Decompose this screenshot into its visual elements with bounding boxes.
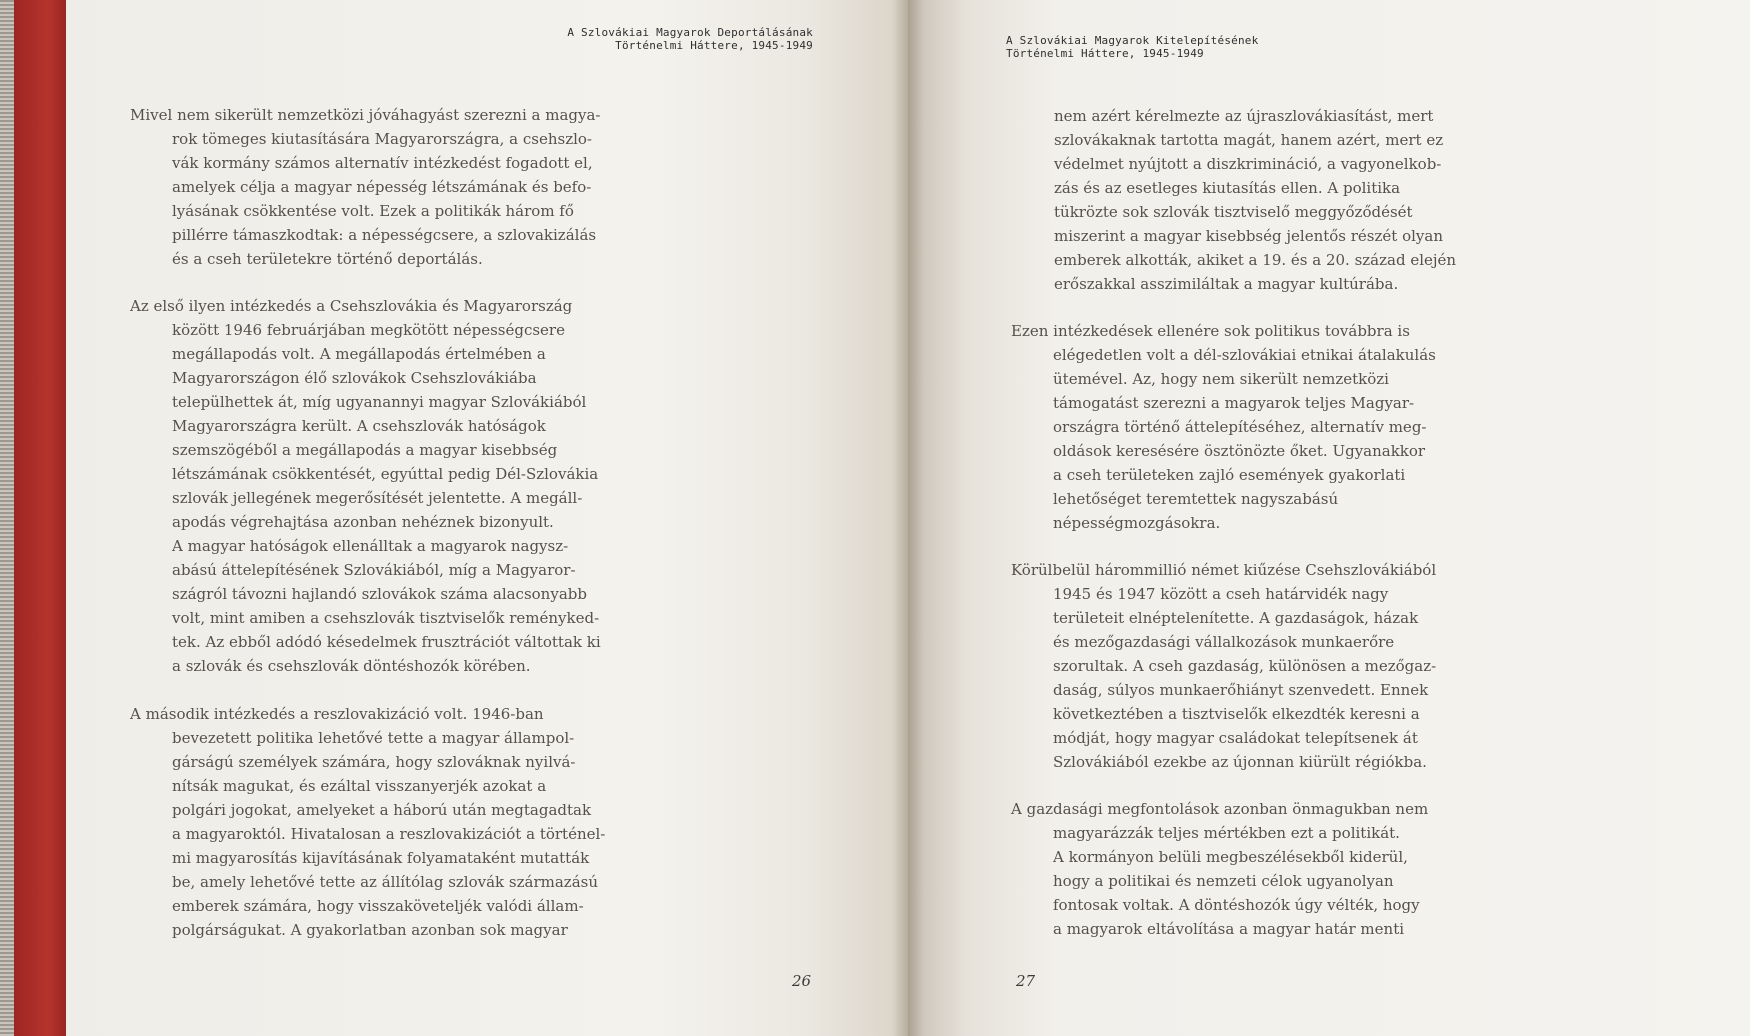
text-line: oldások keresésére ösztönözte őket. Ugyanakkor	[1053, 442, 1426, 460]
text-line: A kormányon belüli megbeszélésekből kiderül,	[1053, 848, 1408, 866]
text-line: rok tömeges kiutasítására Magyarországra, a csehszlo-	[172, 130, 592, 148]
text-line: ütemével. Az, hogy nem sikerült nemzetközi	[1053, 370, 1389, 388]
text-line: szágról távozni hajlandó szlovákok száma alacsonyabb	[172, 585, 587, 603]
text-line: Szlovákiából ezekbe az újonnan kiürült régiókba.	[1053, 753, 1427, 771]
text-line: megállapodás volt. A megállapodás értelmében a	[172, 345, 546, 363]
paragraph-continuation	[1054, 104, 1456, 296]
text-line: között 1946 februárjában megkötött népességcsere	[172, 321, 565, 339]
paragraph-2	[130, 294, 601, 678]
text-line: bevezetett politika lehetővé tette a magyar állampol-	[172, 729, 575, 747]
text-line: fontosak voltak. A döntéshozók úgy vélték, hogy	[1053, 896, 1420, 914]
text-line: települhettek át, míg ugyanannyi magyar Szlovákiából	[172, 393, 587, 411]
text-line: pillérre támaszkodtak: a népességcsere, a szlovakizálás	[172, 226, 597, 244]
text-line: támogatást szerezni a magyarok teljes Magyar-	[1053, 394, 1415, 412]
text-line: nítsák magukat, és ezáltal visszanyerjék azokat a	[172, 777, 547, 795]
text-line: szorultak. A cseh gazdaság, különösen a mezőgaz-	[1053, 657, 1437, 675]
text-line: miszerint a magyar kisebbség jelentős részét olyan	[1054, 227, 1443, 245]
text-line: létszámának csökkentését, egyúttal pedig Dél-Szlovákia	[172, 465, 599, 483]
text-line: és a cseh területekre történő deportálás.	[172, 250, 483, 268]
left-page	[66, 0, 908, 1036]
paragraph-5	[1011, 558, 1436, 774]
text-line: a cseh területeken zajló események gyakorlati	[1053, 466, 1406, 484]
text-line: apodás végrehajtása azonban nehéznek bizonyult.	[172, 513, 554, 531]
text-line: szlovák jellegének megerősítését jelentette. A megáll-	[172, 489, 583, 507]
page-number-right: 27	[1016, 972, 1036, 990]
running-header-line: A Szlovákiai Magyarok Deportálásának	[567, 26, 813, 39]
text-line: védelmet nyújtott a diszkrimináció, a vagyonelkob-	[1054, 155, 1442, 173]
running-header-line: A Szlovákiai Magyarok Kitelepítésének	[1006, 34, 1259, 47]
text-line: hogy a politikai és nemzeti célok ugyanolyan	[1053, 872, 1394, 890]
running-header-line: Történelmi Háttere, 1945-1949	[1006, 47, 1204, 60]
text-line: Ezen intézkedések ellenére sok politikus továbbra is	[1011, 322, 1410, 340]
text-line: abású áttelepítésének Szlovákiából, míg a Magyaror-	[172, 561, 576, 579]
text-line: be, amely lehetővé tette az állítólag szlovák származású	[172, 873, 598, 891]
text-line: tükrözte sok szlovák tisztviselő meggyőződését	[1054, 203, 1413, 221]
text-line: amelyek célja a magyar népesség létszámának és befo-	[172, 178, 592, 196]
book-gutter-shadow	[892, 0, 924, 1036]
text-line: A gazdasági megfontolások azonban önmagukban nem	[1011, 800, 1429, 818]
text-line: volt, mint amiben a csehszlovák tisztviselők reményked-	[172, 609, 600, 627]
text-line: népességmozgásokra.	[1053, 514, 1221, 532]
text-line: erőszakkal asszimiláltak a magyar kultúrába.	[1054, 275, 1399, 293]
text-line: a szlovák és csehszlovák döntéshozók körében.	[172, 657, 531, 675]
paragraph-4	[1011, 319, 1436, 535]
text-line: A magyar hatóságok ellenálltak a magyarok nagysz-	[172, 537, 569, 555]
text-line: lehetőséget teremtettek nagyszabású	[1053, 490, 1339, 508]
text-line: tek. Az ebből adódó késedelmek frusztrációt váltottak ki	[172, 633, 601, 651]
paragraph-6	[1011, 797, 1428, 941]
text-line: polgárságukat. A gyakorlatban azonban sok magyar	[172, 921, 568, 939]
text-line: következtében a tisztviselők elkezdték keresni a	[1053, 705, 1420, 723]
text-line: nem azért kérelmezte az újraszlovákiasítást, mert	[1054, 107, 1434, 125]
text-line: polgári jogokat, amelyeket a háború után megtagadtak	[172, 801, 592, 819]
text-line: elégedetlen volt a dél-szlovákiai etnikai átalakulás	[1053, 346, 1436, 364]
text-line: daság, súlyos munkaerőhiányt szenvedett. Ennek	[1053, 681, 1429, 699]
text-line: szlovákaknak tartotta magát, hanem azért, mert ez	[1054, 131, 1444, 149]
running-header-left	[567, 26, 813, 52]
text-line: A második intézkedés a reszlovakizáció volt. 1946-ban	[130, 705, 544, 723]
book-cover-edge	[14, 0, 72, 1036]
text-line: módját, hogy magyar családokat telepítsenek át	[1053, 729, 1418, 747]
text-line: országra történő áttelepítéséhez, alternatív meg-	[1053, 418, 1427, 436]
text-line: Magyarországon élő szlovákok Csehszlovákiába	[172, 369, 537, 387]
text-line: szemszögéből a megállapodás a magyar kisebbség	[172, 441, 558, 459]
paragraph-1	[130, 103, 600, 271]
text-line: magyarázzák teljes mértékben ezt a politikát.	[1053, 824, 1400, 842]
text-line: Az első ilyen intézkedés a Csehszlovákia és Magyarország	[130, 297, 573, 315]
text-line: Mivel nem sikerült nemzetközi jóváhagyást szerezni a magya-	[130, 106, 601, 124]
text-line: lyásának csökkentése volt. Ezek a politikák három fő	[172, 202, 574, 220]
text-line: gárságú személyek számára, hogy szlováknak nyilvá-	[172, 753, 576, 771]
text-line: 1945 és 1947 között a cseh határvidék nagy	[1053, 585, 1389, 603]
text-line: és mezőgazdasági vállalkozások munkaerőre	[1053, 633, 1395, 651]
text-line: vák kormány számos alternatív intézkedést fogadott el,	[172, 154, 593, 172]
text-line: a magyarok eltávolítása a magyar határ menti	[1053, 920, 1405, 938]
text-line: emberek alkották, akiket a 19. és a 20. század elején	[1054, 251, 1457, 269]
text-line: a magyaroktól. Hivatalosan a reszlovakizációt a történel-	[172, 825, 606, 843]
page-number-left: 26	[792, 972, 812, 990]
text-line: zás és az esetleges kiutasítás ellen. A politika	[1054, 179, 1401, 197]
text-line: Körülbelül hárommillió német kiűzése Csehszlovákiából	[1011, 561, 1437, 579]
running-header-line: Történelmi Háttere, 1945-1949	[615, 39, 813, 52]
running-header-right	[1006, 34, 1258, 60]
text-line: emberek számára, hogy visszakövetelјék valódi állam-	[172, 897, 584, 915]
right-page	[908, 0, 1750, 1036]
paragraph-3	[130, 702, 605, 942]
text-line: területeit elnéptelenítette. A gazdaságok, házak	[1053, 609, 1419, 627]
text-line: Magyarországra került. A csehszlovák hatóságok	[172, 417, 546, 435]
text-line: mi magyarosítás kijavításának folyamataként mutatták	[172, 849, 590, 867]
